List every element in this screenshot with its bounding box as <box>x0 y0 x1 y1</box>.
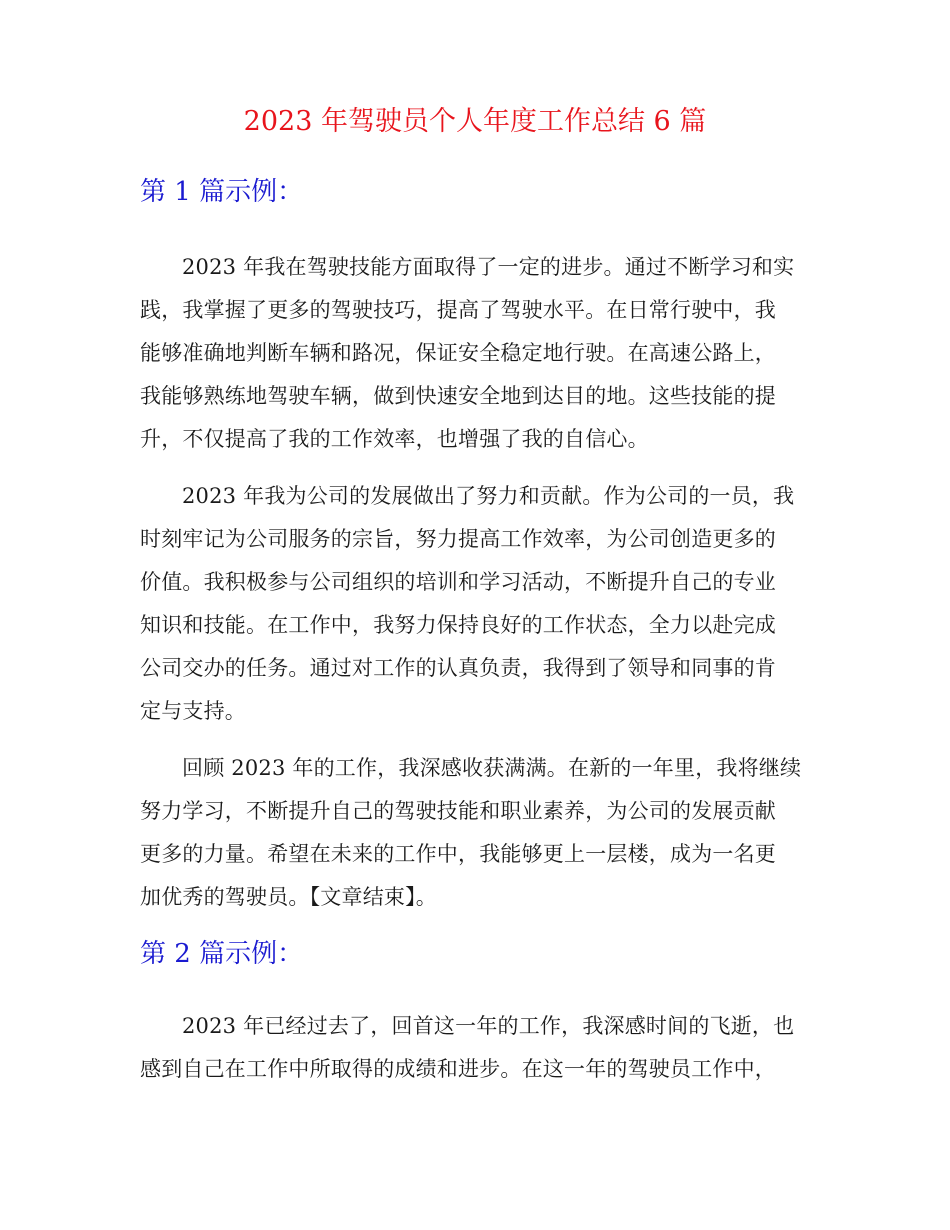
paragraph-line: 时刻牢记为公司服务的宗旨，努力提高工作效率，为公司创造更多的 <box>140 527 776 551</box>
paragraph-line: 努力学习，不断提升自己的驾驶技能和职业素养，为公司的发展贡献 <box>140 799 776 823</box>
paragraph-line: 2023 年我在驾驶技能方面取得了一定的进步。通过不断学习和实 <box>182 255 795 279</box>
paragraph-line: 2023 年我为公司的发展做出了努力和贡献。作为公司的一员，我 <box>182 484 795 508</box>
paragraph-line: 我能够熟练地驾驶车辆，做到快速安全地到达目的地。这些技能的提 <box>140 384 776 408</box>
paragraph-line: 践，我掌握了更多的驾驶技巧，提高了驾驶水平。在日常行驶中，我 <box>140 298 776 322</box>
paragraph-line: 2023 年已经过去了，回首这一年的工作，我深感时间的飞逝，也 <box>182 1014 795 1038</box>
paragraph-line: 感到自己在工作中所取得的成绩和进步。在这一年的驾驶员工作中， <box>140 1057 776 1081</box>
paragraph-line: 公司交办的任务。通过对工作的认真负责，我得到了领导和同事的肯 <box>140 656 776 680</box>
document-title: 2023 年驾驶员个人年度工作总结 6 篇 <box>243 106 707 137</box>
paragraph-line: 升，不仅提高了我的工作效率，也增强了我的自信心。 <box>140 427 649 451</box>
paragraph-line: 加优秀的驾驶员。【文章结束】。 <box>140 885 437 909</box>
paragraph-line: 更多的力量。希望在未来的工作中，我能够更上一层楼，成为一名更 <box>140 842 776 866</box>
paragraph-line: 价值。我积极参与公司组织的培训和学习活动，不断提升自己的专业 <box>140 570 776 594</box>
section-heading-2: 第 2 篇示例： <box>140 939 304 969</box>
paragraph-line: 能够准确地判断车辆和路况，保证安全稳定地行驶。在高速公路上， <box>140 341 776 365</box>
paragraph-line: 定与支持。 <box>140 699 246 723</box>
paragraph-line: 知识和技能。在工作中，我努力保持良好的工作状态，全力以赴完成 <box>140 613 776 637</box>
paragraph-line: 回顾 2023 年的工作，我深感收获满满。在新的一年里，我将继续 <box>182 756 802 780</box>
section-heading-1: 第 1 篇示例： <box>140 177 304 207</box>
